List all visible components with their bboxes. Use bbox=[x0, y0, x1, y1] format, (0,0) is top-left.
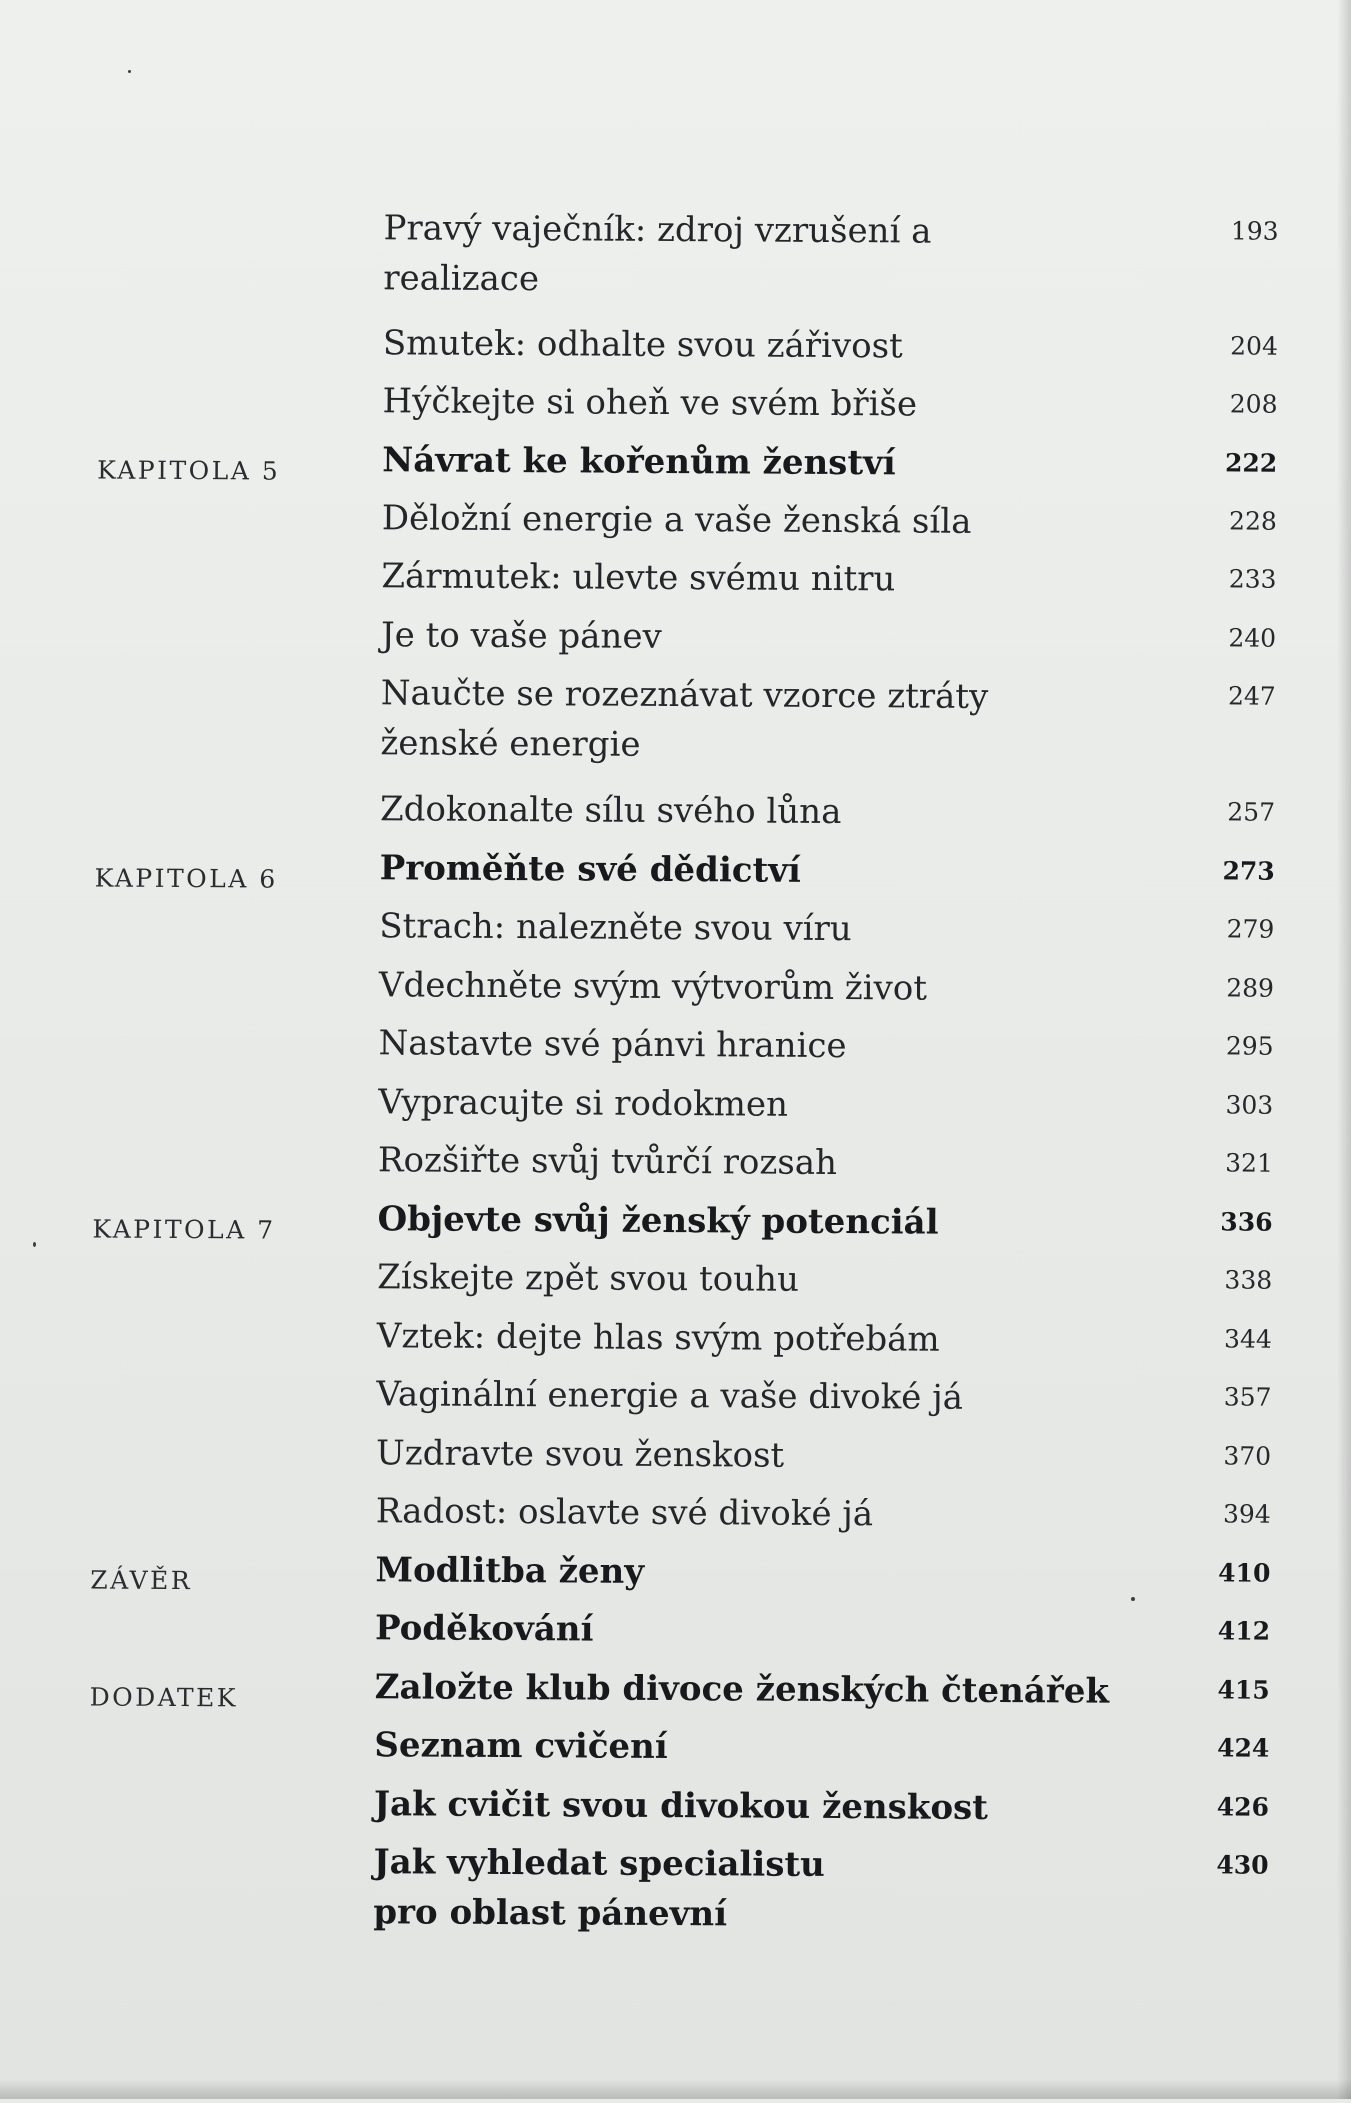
toc-entry[interactable] bbox=[0, 374, 1349, 425]
toc-title: Uzdravte svou ženskost bbox=[375, 1433, 785, 1476]
toc-title: Radost: oslavte své divoké já bbox=[375, 1491, 874, 1535]
toc-entry[interactable] bbox=[0, 491, 1348, 542]
page-number: 279 bbox=[1226, 914, 1275, 944]
toc-title: Vaginální energie a vaše divoké já bbox=[376, 1374, 964, 1418]
toc-entry[interactable] bbox=[0, 899, 1345, 950]
toc-title: Seznam cvičení bbox=[374, 1725, 668, 1767]
toc-entry[interactable] bbox=[0, 958, 1345, 1009]
page-number: 370 bbox=[1223, 1441, 1272, 1471]
page-number: 430 bbox=[1216, 1850, 1269, 1880]
toc-title: Získejte zpět svou touhu bbox=[377, 1257, 800, 1300]
toc-entry[interactable] bbox=[0, 1192, 1344, 1245]
toc-title: Zdokonalte sílu svého lůna bbox=[379, 789, 842, 833]
toc-title: Pravý vaječník: zdroj vzrušení a realizace bbox=[383, 208, 932, 300]
toc-entry[interactable] bbox=[0, 1777, 1340, 1828]
chapter-label: KAPITOLA 5 bbox=[97, 455, 281, 486]
page-number: 208 bbox=[1229, 389, 1278, 419]
page-number: 204 bbox=[1230, 331, 1278, 361]
toc-title: Návrat ke kořenům ženství bbox=[382, 440, 896, 484]
toc-entry[interactable] bbox=[0, 1660, 1341, 1713]
toc-entry[interactable] bbox=[0, 1250, 1343, 1300]
chapter-label: KAPITOLA 6 bbox=[94, 863, 278, 894]
toc-entry[interactable] bbox=[0, 841, 1346, 894]
toc-title: Založte klub divoce ženských čtenářek bbox=[374, 1667, 1110, 1712]
chapter-label: DODATEK bbox=[89, 1682, 239, 1713]
page-number: 273 bbox=[1222, 856, 1275, 886]
toc-entry[interactable] bbox=[0, 316, 1349, 367]
toc-entry[interactable] bbox=[0, 1484, 1342, 1535]
page-number: 321 bbox=[1225, 1148, 1273, 1178]
toc-title: Rozšiřte svůj tvůrčí rozsah bbox=[377, 1140, 838, 1184]
toc-entry[interactable] bbox=[0, 1133, 1344, 1184]
page-number: 233 bbox=[1228, 564, 1277, 594]
page-number: 415 bbox=[1217, 1675, 1270, 1705]
toc-title: Je to vaše pánev bbox=[380, 615, 662, 657]
toc-title: Poděkování bbox=[374, 1608, 594, 1650]
toc-title: Vztek: dejte hlas svým potřebám bbox=[376, 1316, 940, 1360]
toc-entry[interactable] bbox=[0, 1543, 1342, 1596]
page-number: 410 bbox=[1218, 1558, 1271, 1588]
toc-title: Hýčkejte si oheň ve svém břiše bbox=[382, 381, 918, 425]
toc-entry[interactable] bbox=[0, 1309, 1343, 1360]
page-number: 295 bbox=[1225, 1031, 1274, 1061]
toc-title: Naučte se rozeznávat vzorce ztráty ženské energie bbox=[380, 673, 989, 765]
toc-entry[interactable] bbox=[0, 782, 1346, 833]
toc-title: Vypracujte si rodokmen bbox=[378, 1082, 789, 1125]
chapter-label: ZÁVĚR bbox=[90, 1565, 193, 1596]
page-number: 344 bbox=[1224, 1324, 1272, 1354]
toc-entry[interactable] bbox=[0, 201, 1350, 300]
page-number: 303 bbox=[1225, 1090, 1274, 1120]
toc-entry[interactable] bbox=[0, 1016, 1345, 1067]
toc-title: Jak vyhledat specialistu pro oblast pánevní bbox=[373, 1842, 825, 1935]
toc-title: Proměňte své dědictví bbox=[379, 848, 802, 891]
page-number: 338 bbox=[1224, 1265, 1273, 1295]
page-number: 394 bbox=[1222, 1499, 1271, 1529]
toc-entry[interactable] bbox=[0, 549, 1348, 600]
toc-title: Smutek: odhalte svou zářivost bbox=[382, 323, 903, 367]
toc-title: Modlitba ženy bbox=[375, 1550, 645, 1592]
toc-entry[interactable] bbox=[0, 1718, 1340, 1767]
toc-title: Jak cvičit svou divokou ženskost bbox=[373, 1784, 989, 1828]
toc-entry[interactable] bbox=[0, 666, 1347, 765]
page-number: 289 bbox=[1226, 973, 1275, 1003]
toc-title: Objevte svůj ženský potenciál bbox=[377, 1199, 939, 1243]
chapter-label: KAPITOLA 7 bbox=[92, 1214, 276, 1245]
toc-entry[interactable] bbox=[0, 1367, 1343, 1418]
toc-title: Nastavte své pánvi hranice bbox=[378, 1023, 847, 1067]
toc-entry[interactable] bbox=[0, 433, 1348, 486]
page-number: 193 bbox=[1230, 216, 1279, 246]
page-number: 240 bbox=[1228, 623, 1277, 653]
page-number: 426 bbox=[1216, 1792, 1270, 1822]
toc-entry[interactable] bbox=[0, 1426, 1342, 1476]
toc-entry[interactable] bbox=[0, 1835, 1340, 1935]
toc-entry[interactable] bbox=[0, 608, 1347, 657]
toc-title: Zármutek: ulevte svému nitru bbox=[381, 556, 896, 600]
page-number: 257 bbox=[1227, 797, 1276, 827]
toc-title: Strach: nalezněte svou víru bbox=[379, 906, 852, 950]
toc-entry[interactable] bbox=[0, 1075, 1344, 1125]
page-number: 228 bbox=[1229, 506, 1277, 536]
toc-title: Vdechněte svým výtvorům život bbox=[378, 965, 928, 1009]
toc-title: Děložní energie a vaše ženská síla bbox=[381, 498, 972, 542]
page-number: 247 bbox=[1227, 681, 1276, 711]
page-number: 336 bbox=[1220, 1207, 1273, 1237]
page-number: 222 bbox=[1224, 448, 1278, 478]
page-number: 357 bbox=[1223, 1382, 1272, 1412]
page-number: 424 bbox=[1217, 1733, 1270, 1763]
toc-entry[interactable] bbox=[0, 1601, 1341, 1650]
page-number: 412 bbox=[1217, 1616, 1271, 1646]
